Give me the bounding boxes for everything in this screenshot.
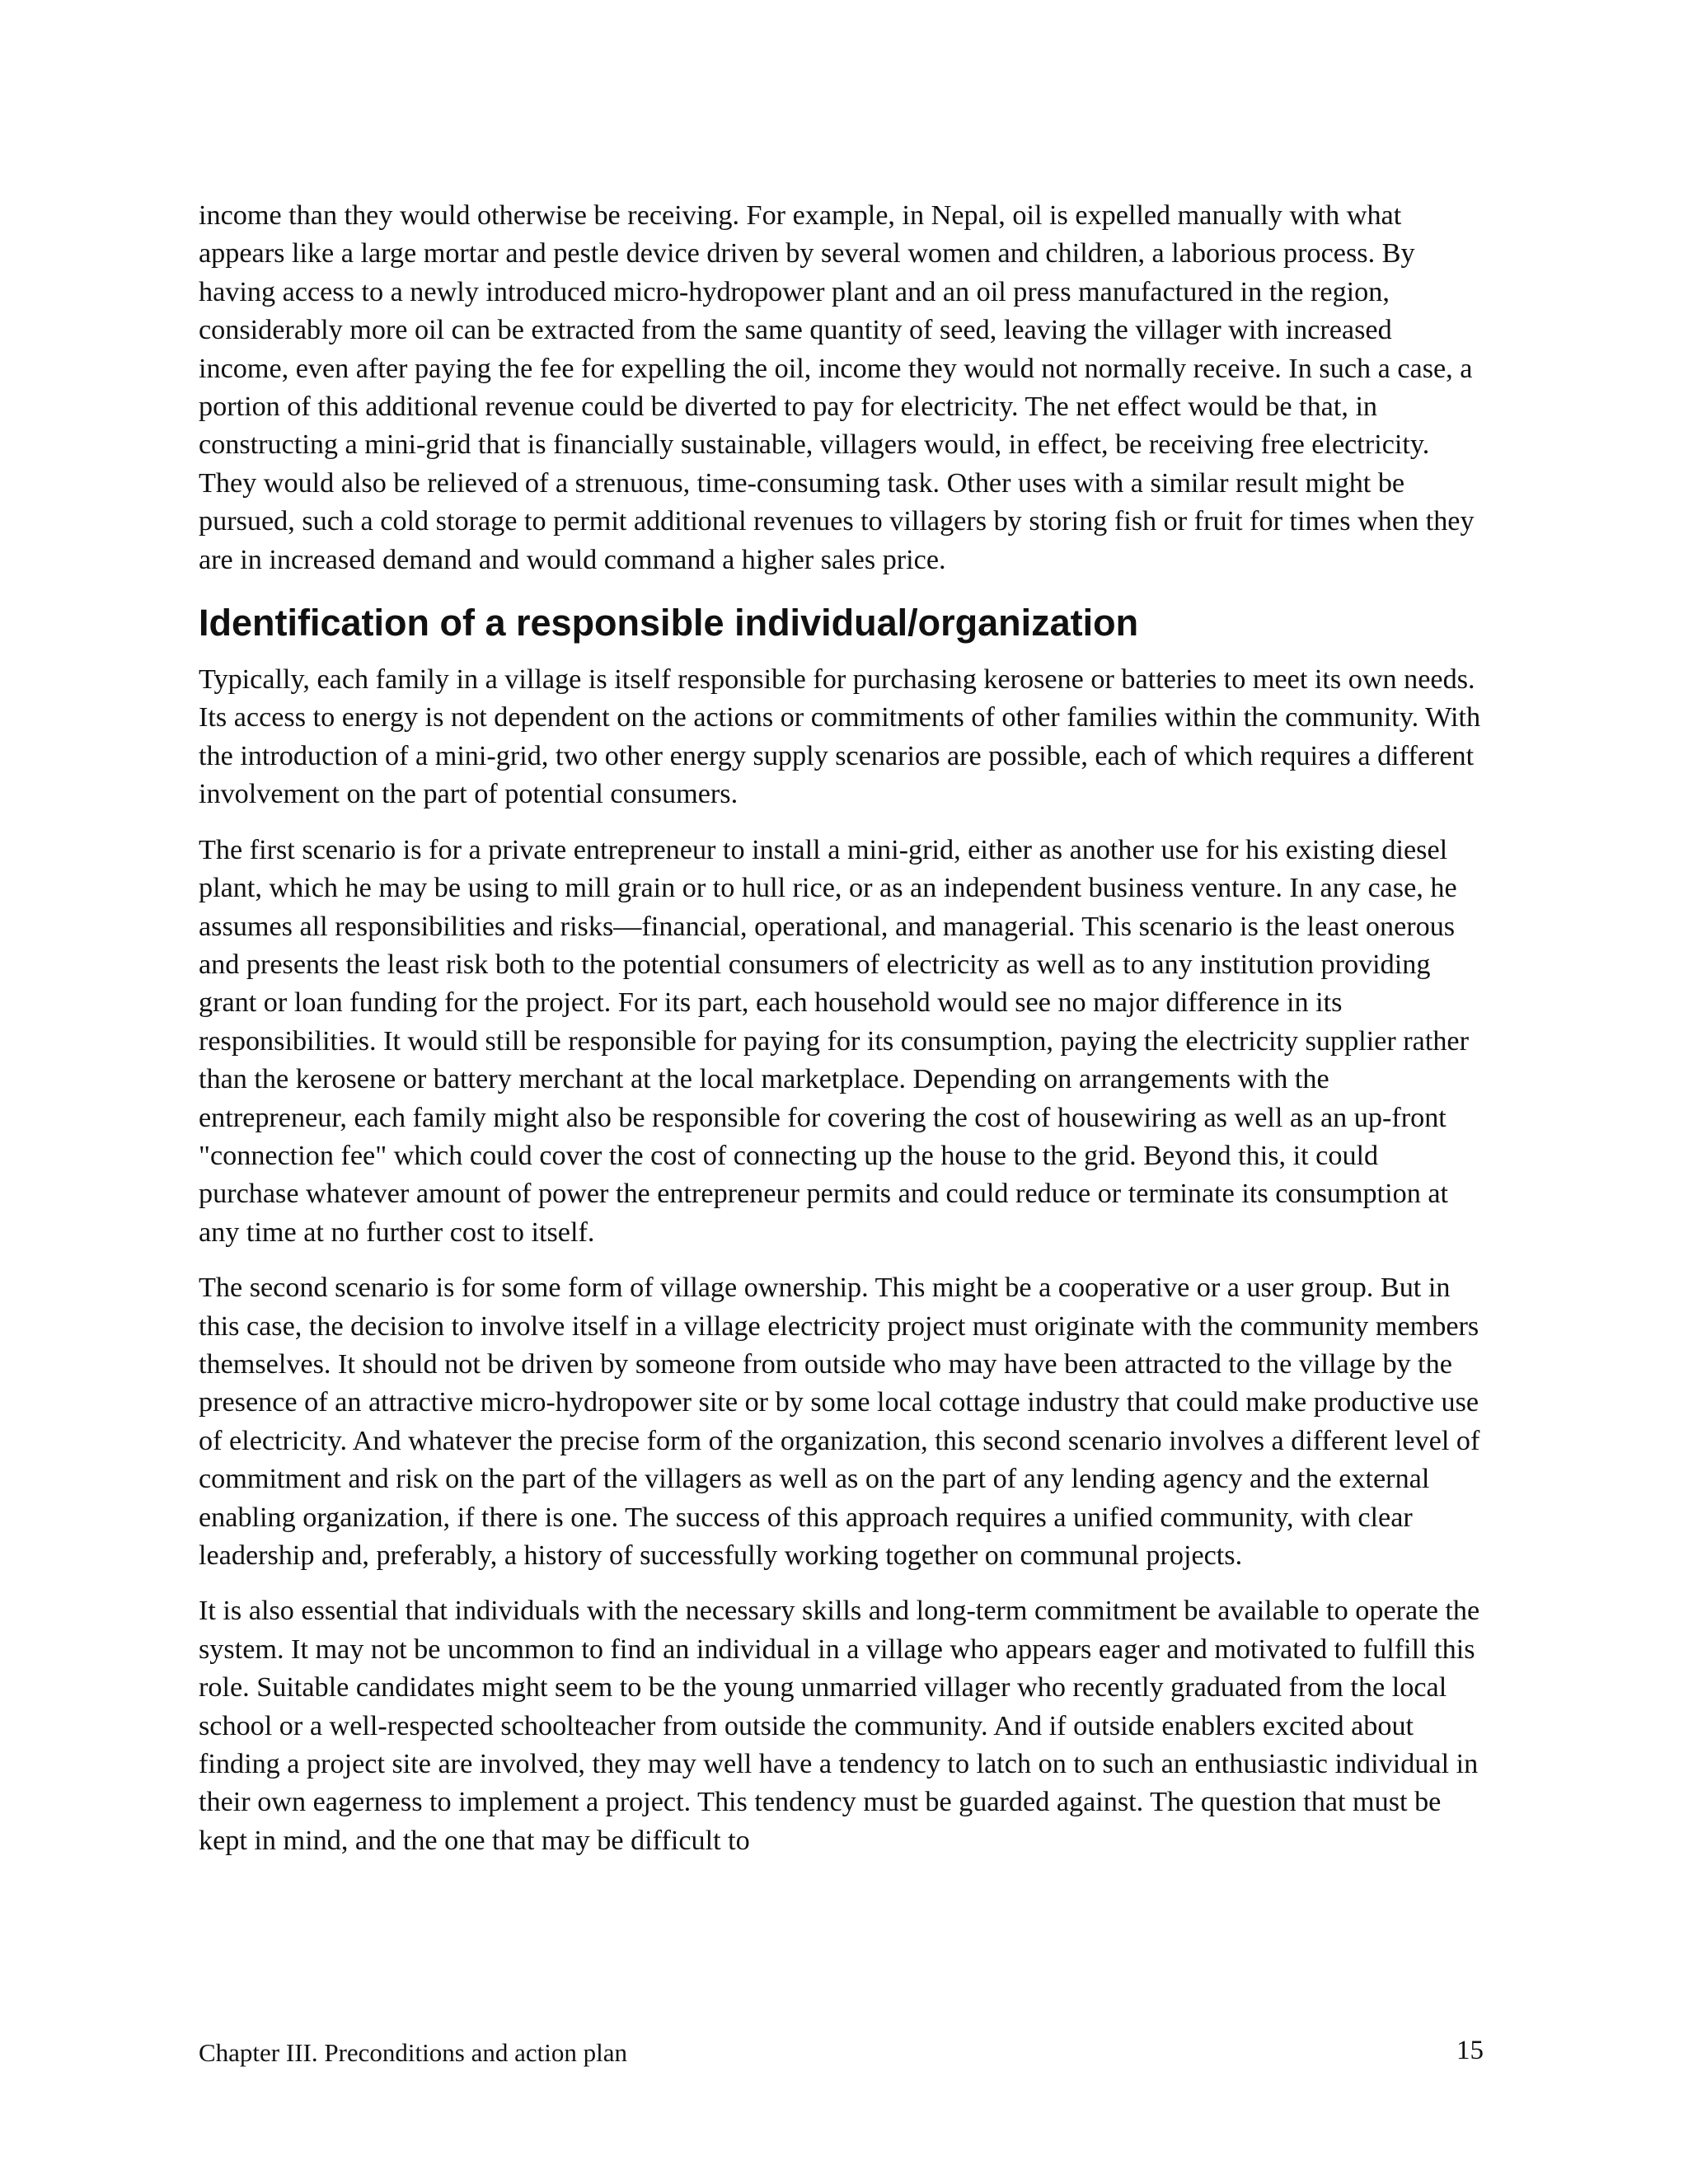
paragraph-operator-skills: It is also essential that individuals with the necessary skills and long-term commitment be available to operate the system. It may not be uncommon to find an individual in a village who appears eager and motivated to fulfill this role. Suitable candidates might seem to be the young unmarried villager who recently graduated from the local school or a well-respected schoolteacher from outside the community. And if outside enablers excited about finding a project site are involved, they may well have a tendency to latch on to such an enthusiastic individual in their own eagerness to implement a project. This tendency must be guarded against. The question that must be kept in mind, and the one that may be difficult to (199, 1596, 1480, 1856)
paragraph-oil-press-example: income than they would otherwise be receiving. For example, in Nepal, oil is expelled manually with what appears like a large mortar and pestle device driven by several women and children, a laborious process. By having access to a newly introduced micro-hydropower plant and an oil press manufactured in the region, considerably more oil can be extracted from the same quantity of seed, leaving the villager with increased income, even after paying the fee for expelling the oil, income they would not normally receive. In such a case, a portion of this additional revenue could be diverted to pay for electricity. The net effect would be that, in constructing a mini-grid that is financially sustainable, villagers would, in effect, be receiving free electricity. They would also be relieved of a strenuous, time-consuming task. Other uses with a similar result might be pursued, such a cold storage to permit additional revenues to villagers by storing fish or fruit for times when they are in increased demand and would command a higher sales price. (199, 200, 1475, 575)
paragraph-first-scenario: The first scenario is for a private entrepreneur to install a mini-grid, either as another use for his existing diesel plant, which he may be using to mill grain or to hull rice, or as an independent business venture. In any case, he assumes all responsibilities and risks—financial, operational, and managerial. This scenario is the least onerous and presents the least risk both to the potential consumers of electricity as well as to any institution providing grant or loan funding for the project. For its part, each household would see no major difference in its responsibilities. It would still be responsible for paying for its consumption, paying the electricity supplier rather than the kerosene or battery merchant at the local marketplace. Depending on arrangements with the entrepreneur, each family might also be responsible for covering the cost of housewiring as well as an up-front "connection fee" which could cover the cost of connecting up the house to the grid. Beyond this, it could purchase whatever amount of power the entrepreneur permits and could reduce or terminate its consumption at any time at no further cost to itself. (199, 834, 1469, 1248)
footer-page-number: 15 (1456, 2036, 1484, 2065)
section-heading: Identification of a responsible individual/organization (199, 602, 1139, 644)
paragraph-family-responsibility: Typically, each family in a village is itself responsible for purchasing kerosene or batteries to meet its own needs. Its access to energy is not dependent on the actions or commitments of other families within the community. With the introduction of a mini-grid, two other energy supply scenarios are possible, each of which requires a different involvement on the part of potential consumers. (199, 664, 1481, 810)
document-body (199, 197, 1484, 1877)
paragraph-second-scenario: The second scenario is for some form of village ownership. This might be a cooperative or a user group. But in this case, the decision to involve itself in a village electricity project must originate with the community members themselves. It should not be driven by someone from outside who may have been attracted to the village by the presence of an attractive micro-hydropower site or by some local cottage industry that could make productive use of electricity. And whatever the precise form of the organization, this second scenario involves a different level of commitment and risk on the part of the villagers as well as on the part of any lending agency and the external enabling organization, if there is one. The success of this approach requires a unified community, with clear leadership and, preferably, a history of successfully working together on communal projects. (199, 1272, 1480, 1571)
footer-chapter-title: Chapter III. Preconditions and action plan (199, 2038, 627, 2067)
